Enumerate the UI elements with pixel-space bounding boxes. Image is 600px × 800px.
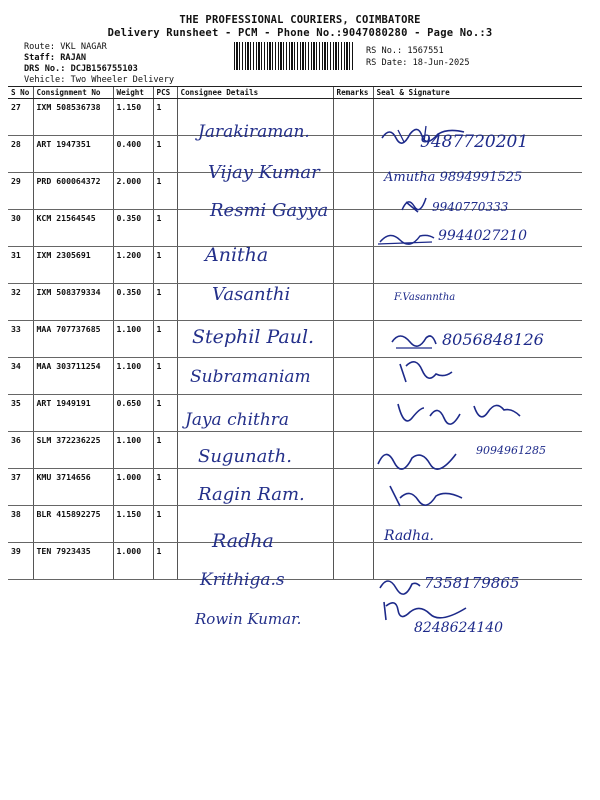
cell-weight: 1.150 xyxy=(113,99,153,136)
route-label: Route: xyxy=(24,42,56,52)
cell-sno: 34 xyxy=(8,358,33,395)
route-value: VKL NAGAR xyxy=(60,42,107,52)
cell-remarks xyxy=(333,358,373,395)
cell-remarks xyxy=(333,99,373,136)
cell-consignment-no: TEN 7923435 xyxy=(33,543,113,580)
cell-pcs: 1 xyxy=(153,210,177,247)
cell-pcs: 1 xyxy=(153,469,177,506)
cell-sno: 33 xyxy=(8,321,33,358)
rs-no-line xyxy=(366,45,444,57)
handwritten-name: Anitha xyxy=(205,244,269,266)
handwritten-name: Resmi Gayya xyxy=(210,200,329,221)
cell-pcs: 1 xyxy=(153,99,177,136)
cell-sno: 35 xyxy=(8,395,33,432)
rs-date-line xyxy=(366,57,470,69)
header-remarks: Remarks xyxy=(333,87,373,99)
signature-scribble-icon xyxy=(394,398,524,438)
header-consignee-details: Consignee Details xyxy=(177,87,333,99)
handwritten-name: Sugunath. xyxy=(198,446,292,467)
signature-phone: 9487720201 xyxy=(420,132,529,152)
cell-consignment-no: KCM 21564545 xyxy=(33,210,113,247)
cell-pcs: 1 xyxy=(153,506,177,543)
signature-name: Radha. xyxy=(384,528,434,544)
handwritten-name: Ragin Ram. xyxy=(198,484,305,505)
cell-sno: 36 xyxy=(8,432,33,469)
cell-weight: 0.650 xyxy=(113,395,153,432)
cell-pcs: 1 xyxy=(153,136,177,173)
rs-date-value: 18-Jun-2025 xyxy=(412,58,470,68)
cell-sno: 32 xyxy=(8,284,33,321)
signature-scribble-icon xyxy=(398,192,428,216)
cell-weight: 1.000 xyxy=(113,469,153,506)
cell-pcs: 1 xyxy=(153,432,177,469)
signature-phone: 9094961285 xyxy=(476,444,546,457)
signature-scribble-icon xyxy=(374,444,464,474)
cell-pcs: 1 xyxy=(153,358,177,395)
cell-consignment-no: MAA 303711254 xyxy=(33,358,113,395)
rs-no-value: 1567551 xyxy=(407,46,444,56)
cell-pcs: 1 xyxy=(153,321,177,358)
cell-weight: 1.100 xyxy=(113,358,153,395)
signature-scribble-icon xyxy=(376,228,436,248)
handwritten-name: Krithiga.s xyxy=(200,570,285,590)
table-row xyxy=(8,284,582,321)
signature-scribble-icon xyxy=(376,572,422,596)
cell-remarks xyxy=(333,506,373,543)
handwritten-name: Subramaniam xyxy=(190,367,311,387)
cell-pcs: 1 xyxy=(153,543,177,580)
cell-consignment-no: IXM 2305691 xyxy=(33,247,113,284)
cell-remarks xyxy=(333,543,373,580)
header-seal-signature: Seal & Signature xyxy=(373,87,582,99)
cell-sno: 30 xyxy=(8,210,33,247)
vehicle-line xyxy=(24,74,174,86)
cell-seal-signature xyxy=(373,247,582,284)
signature-phone: 8056848126 xyxy=(442,330,544,349)
cell-sno: 29 xyxy=(8,173,33,210)
cell-weight: 1.200 xyxy=(113,247,153,284)
company-title: THE PROFESSIONAL COURIERS, COIMBATORE xyxy=(179,14,421,26)
cell-weight: 1.150 xyxy=(113,506,153,543)
signature-phone: Amutha 9894991525 xyxy=(384,170,523,185)
cell-pcs: 1 xyxy=(153,247,177,284)
table-row xyxy=(8,506,582,543)
rs-no-label: RS No.: xyxy=(366,46,403,56)
cell-sno: 27 xyxy=(8,99,33,136)
handwritten-name: Jaya chithra xyxy=(185,410,290,430)
signature-phone: 9944027210 xyxy=(438,228,528,244)
cell-consignment-no: ART 1949191 xyxy=(33,395,113,432)
vehicle-value: Two Wheeler Delivery xyxy=(70,75,175,85)
header-pcs: PCS xyxy=(153,87,177,99)
table-row xyxy=(8,247,582,284)
rs-date-label: RS Date: xyxy=(366,58,408,68)
header-sno: S No xyxy=(8,87,33,99)
handwritten-name: Stephil Paul. xyxy=(192,326,315,348)
cell-remarks xyxy=(333,284,373,321)
cell-remarks xyxy=(333,210,373,247)
cell-sno: 37 xyxy=(8,469,33,506)
signature-phone: 9940770333 xyxy=(432,200,509,214)
cell-weight: 0.400 xyxy=(113,136,153,173)
cell-weight: 2.000 xyxy=(113,173,153,210)
cell-consignment-no: IXM 508379334 xyxy=(33,284,113,321)
signature-phone: 8248624140 xyxy=(414,620,504,636)
signature-name: F.Vasanntha xyxy=(394,292,456,303)
runsheet-subtitle: Delivery Runsheet - PCM - Phone No.:9047080280 - Page No.:3 xyxy=(107,27,493,39)
handwritten-name: Radha xyxy=(212,530,274,552)
signature-scribble-icon xyxy=(388,328,438,354)
handwritten-name: Rowin Kumar. xyxy=(195,610,302,628)
cell-remarks xyxy=(333,136,373,173)
cell-remarks xyxy=(333,469,373,506)
cell-consignment-no: KMU 3714656 xyxy=(33,469,113,506)
cell-pcs: 1 xyxy=(153,173,177,210)
cell-sno: 39 xyxy=(8,543,33,580)
cell-weight: 1.100 xyxy=(113,432,153,469)
staff-value: RAJAN xyxy=(60,53,87,63)
cell-sno: 38 xyxy=(8,506,33,543)
table-header-row xyxy=(8,87,582,99)
staff-label: Staff: xyxy=(24,53,56,63)
signature-phone: 7358179865 xyxy=(424,574,520,592)
drs-value: DCJB156755103 xyxy=(70,64,138,74)
drs-label: DRS No.: xyxy=(24,64,66,74)
cell-weight: 1.100 xyxy=(113,321,153,358)
cell-sno: 28 xyxy=(8,136,33,173)
barcode-image xyxy=(234,42,354,70)
cell-consignment-no: MAA 707737685 xyxy=(33,321,113,358)
header-consignment-no: Consignment No xyxy=(33,87,113,99)
cell-sno: 31 xyxy=(8,247,33,284)
cell-remarks xyxy=(333,321,373,358)
cell-remarks xyxy=(333,395,373,432)
cell-pcs: 1 xyxy=(153,395,177,432)
cell-pcs: 1 xyxy=(153,284,177,321)
cell-weight: 1.000 xyxy=(113,543,153,580)
cell-weight: 0.350 xyxy=(113,210,153,247)
header-weight: Weight xyxy=(113,87,153,99)
cell-consignment-no: BLR 415892275 xyxy=(33,506,113,543)
handwritten-name: Jarakiraman. xyxy=(198,122,310,142)
cell-consignment-no: IXM 508536738 xyxy=(33,99,113,136)
cell-consignment-no: ART 1947351 xyxy=(33,136,113,173)
vehicle-label: Vehicle: xyxy=(24,75,66,85)
cell-remarks xyxy=(333,173,373,210)
signature-scribble-icon xyxy=(396,356,456,386)
signature-scribble-icon xyxy=(386,480,466,510)
cell-consignment-no: PRD 600064372 xyxy=(33,173,113,210)
handwritten-name: Vijay Kumar xyxy=(208,162,320,183)
handwritten-name: Vasanthi xyxy=(212,284,291,305)
cell-consignment-no: SLM 372236225 xyxy=(33,432,113,469)
cell-weight: 0.350 xyxy=(113,284,153,321)
cell-remarks xyxy=(333,432,373,469)
cell-remarks xyxy=(333,247,373,284)
